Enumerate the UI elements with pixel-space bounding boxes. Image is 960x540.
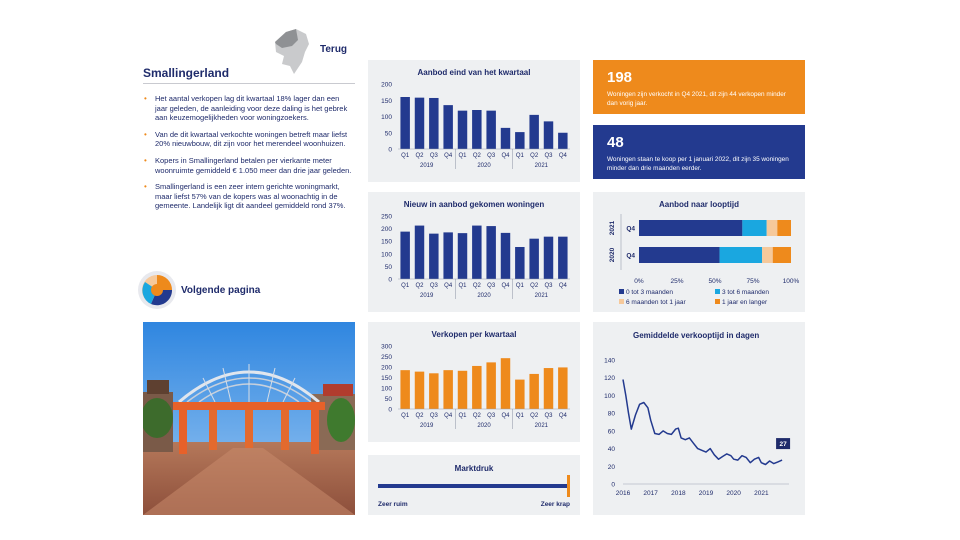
- y-tick-label: 0: [388, 276, 392, 284]
- x-tick-label: Q1: [401, 283, 410, 289]
- bar: [472, 110, 481, 149]
- y-tick-label: 140: [604, 357, 615, 365]
- bar: [429, 373, 438, 409]
- chart-title: Nieuw in aanbod gekomen woningen: [403, 200, 545, 209]
- bar: [501, 128, 510, 149]
- x-tick-label: Q4: [501, 153, 510, 159]
- bar: [472, 226, 481, 279]
- bullet-list: [143, 94, 353, 218]
- bar: [558, 133, 567, 149]
- x-tick-label: Q3: [487, 283, 496, 289]
- x-tick-label: Q2: [530, 153, 539, 159]
- map-logo-icon: [272, 28, 318, 76]
- chart-panel-aanbod: [368, 60, 580, 182]
- x-tick-label: Q3: [544, 153, 553, 159]
- y-tick-label: 50: [384, 396, 392, 403]
- stat-value: 48: [607, 134, 624, 151]
- x-tick-label: Q4: [501, 413, 510, 419]
- y-tick-label: 80: [607, 410, 615, 418]
- stacked-segment: [742, 220, 766, 236]
- x-tick-label: Q2: [415, 283, 424, 289]
- bullet-item: • Van de dit kwartaal verkochte woningen betreft maar liefst 20% nieuwbouw, dit zijn voor het merendeel woonhuizen.: [143, 130, 353, 149]
- x-tick-label: Q3: [544, 413, 553, 419]
- last-value-label: 27: [779, 441, 787, 449]
- y-tick-label: 0: [388, 146, 392, 154]
- x-tick-label: Q4: [558, 413, 567, 419]
- bar: [458, 371, 467, 409]
- x-tick-label: Q3: [487, 153, 496, 159]
- x-tick-label: Q1: [458, 153, 467, 159]
- title-underline: [143, 83, 355, 84]
- year-label: 2021: [534, 293, 549, 299]
- marktdruk-marker: [567, 475, 570, 497]
- bar: [529, 115, 538, 149]
- x-tick-label: Q2: [415, 413, 424, 419]
- x-tick-label: Q4: [444, 413, 453, 419]
- y-tick-label: 40: [607, 446, 615, 454]
- x-tick-label: 2021: [754, 490, 769, 497]
- bar: [443, 105, 452, 149]
- year-label: 2020: [477, 293, 491, 299]
- year-label: 2019: [419, 163, 434, 169]
- x-tick-label: Q3: [544, 283, 553, 289]
- chart-title: Aanbod eind van het kwartaal: [417, 68, 531, 77]
- year-label: 2021: [534, 163, 549, 169]
- y-tick-label: 100: [381, 114, 392, 121]
- y-tick-label: 0: [611, 481, 615, 489]
- x-tick-label: 100%: [782, 278, 800, 285]
- bar: [400, 232, 409, 279]
- stacked-bar-chart-looptijd: [593, 192, 805, 312]
- row-year-label: 2020: [609, 247, 616, 263]
- bar: [429, 98, 438, 149]
- bar: [544, 368, 553, 409]
- x-tick-label: Q2: [415, 153, 424, 159]
- x-tick-label: Q1: [401, 153, 410, 159]
- stacked-segment: [777, 220, 791, 236]
- bar: [458, 233, 467, 279]
- bar: [415, 372, 424, 409]
- marktdruk-right-label: Zeer krap: [540, 501, 570, 508]
- stat-box-sold: [593, 60, 805, 114]
- x-tick-label: Q3: [429, 283, 438, 289]
- x-tick-label: Q1: [458, 283, 467, 289]
- stacked-segment: [762, 247, 773, 263]
- back-link[interactable]: Terug: [320, 44, 348, 55]
- y-tick-label: 150: [381, 97, 392, 105]
- stacked-segment: [767, 220, 778, 236]
- y-tick-label: 100: [381, 251, 392, 259]
- x-tick-label: 25%: [670, 278, 684, 285]
- x-tick-label: 2019: [698, 490, 714, 497]
- y-tick-label: 100: [604, 392, 615, 400]
- x-tick-label: 2016: [615, 490, 631, 497]
- bar: [558, 367, 567, 409]
- row-quarter-label: Q4: [626, 225, 635, 233]
- x-tick-label: Q2: [472, 153, 481, 159]
- bar: [415, 98, 424, 149]
- x-tick-label: Q3: [487, 413, 496, 419]
- stat-text: Woningen zijn verkocht in Q4 2021, dit zijn 44 verkopen minder dan vorig jaar.: [607, 91, 786, 107]
- legend-label: 6 maanden tot 1 jaar: [626, 299, 686, 306]
- bullet-item: • Het aantal verkopen lag dit kwartaal 18% lager dan een jaar geleden, de aanleiding voor deze daling is het gebrek aan keuzemogelijkheden voor woningzoekers.: [143, 94, 353, 123]
- x-tick-label: Q2: [472, 413, 481, 419]
- bar: [515, 380, 524, 409]
- line-chart-verkooptijd: [593, 322, 805, 515]
- bar-chart-verkopen: [368, 322, 580, 442]
- marktdruk-panel: [368, 455, 580, 515]
- bar: [400, 97, 409, 149]
- chart-panel-nieuw: [368, 192, 580, 312]
- x-tick-label: Q2: [530, 413, 539, 419]
- bar: [515, 132, 524, 149]
- bar: [400, 370, 409, 409]
- x-tick-label: 2017: [643, 490, 658, 497]
- chart-panel-looptijd: [593, 192, 805, 312]
- year-label: 2020: [477, 163, 491, 169]
- stacked-segment: [720, 247, 763, 263]
- legend-swatch: [715, 299, 720, 304]
- stacked-segment: [639, 220, 742, 236]
- next-page-button[interactable]: [137, 270, 297, 310]
- y-tick-label: 50: [384, 130, 392, 138]
- legend-label: 3 tot 6 maanden: [722, 289, 769, 296]
- chart-title: Gemiddelde verkooptijd in dagen: [633, 331, 760, 340]
- year-label: 2021: [534, 423, 549, 429]
- x-tick-label: Q1: [515, 413, 524, 419]
- x-tick-label: Q1: [515, 153, 524, 159]
- legend-swatch: [715, 289, 720, 294]
- bar: [529, 239, 538, 279]
- row-year-label: 2021: [609, 220, 616, 236]
- y-tick-label: 50: [384, 263, 392, 271]
- x-tick-label: Q1: [515, 283, 524, 289]
- y-tick-label: 300: [381, 343, 392, 351]
- x-tick-label: Q3: [429, 153, 438, 159]
- x-tick-label: 50%: [708, 278, 722, 285]
- x-tick-label: Q2: [472, 283, 481, 289]
- y-tick-label: 250: [381, 354, 392, 361]
- y-tick-label: 0: [388, 406, 392, 414]
- bar-chart-aanbod: [368, 60, 580, 182]
- marktdruk-track: [378, 484, 570, 488]
- legend-swatch: [619, 299, 624, 304]
- x-tick-label: Q4: [444, 283, 453, 289]
- pie-chart-icon: [137, 270, 177, 310]
- stat-text: Woningen staan te koop per 1 januari 2022, dit zijn 35 woningen minder dan drie maanden eerder.: [607, 156, 789, 172]
- legend-swatch: [619, 289, 624, 294]
- chart-title: Aanbod naar looptijd: [659, 200, 739, 209]
- y-tick-label: 200: [381, 364, 392, 372]
- stat-value: 198: [607, 69, 633, 86]
- bar: [544, 121, 553, 149]
- next-page-label: Volgende pagina: [181, 285, 261, 296]
- bar-chart-nieuw: [368, 192, 580, 312]
- y-tick-label: 120: [604, 375, 615, 383]
- bar: [443, 370, 452, 409]
- bar: [529, 374, 538, 409]
- x-tick-label: Q3: [429, 413, 438, 419]
- stacked-segment: [639, 247, 720, 263]
- bar: [458, 111, 467, 149]
- bar: [443, 232, 452, 279]
- bar: [486, 111, 495, 149]
- bullet-item: • Smallingerland is een zeer intern gerichte woningmarkt, maar liefst 57% van de kopers was al woonachtig in de gemeente. Landelijk ligt dit aandeel gemiddeld rond 37%.: [143, 182, 353, 211]
- stacked-segment: [773, 247, 791, 263]
- bar: [429, 234, 438, 279]
- x-tick-label: Q4: [558, 283, 567, 289]
- y-tick-label: 60: [607, 428, 615, 436]
- page-title: Smallingerland: [143, 66, 230, 80]
- bar: [544, 237, 553, 279]
- town-photo: [143, 322, 355, 515]
- bar: [515, 247, 524, 279]
- bar: [486, 226, 495, 279]
- bar: [501, 233, 510, 279]
- marktdruk-title: Marktdruk: [454, 464, 494, 473]
- x-tick-label: 75%: [746, 278, 760, 285]
- bar: [558, 237, 567, 279]
- x-tick-label: Q1: [458, 413, 467, 419]
- y-tick-label: 250: [381, 213, 392, 221]
- year-label: 2019: [419, 293, 434, 299]
- legend-label: 1 jaar en langer: [722, 299, 768, 306]
- bar: [501, 358, 510, 409]
- x-tick-label: 2018: [671, 490, 686, 497]
- x-tick-label: Q4: [558, 153, 567, 159]
- year-label: 2020: [477, 423, 491, 429]
- marktdruk-left-label: Zeer ruim: [378, 501, 408, 508]
- year-label: 2019: [419, 423, 434, 429]
- y-tick-label: 200: [381, 81, 392, 89]
- row-quarter-label: Q4: [626, 252, 635, 260]
- chart-panel-verkopen: [368, 322, 580, 442]
- bar: [472, 366, 481, 409]
- chart-title: Verkopen per kwartaal: [431, 330, 517, 339]
- bar: [415, 226, 424, 279]
- stat-box-for-sale: [593, 125, 805, 179]
- y-tick-label: 20: [607, 463, 615, 471]
- y-tick-label: 100: [381, 385, 392, 393]
- legend-label: 0 tot 3 maanden: [626, 289, 673, 296]
- x-tick-label: 2020: [726, 490, 741, 497]
- y-tick-label: 150: [381, 375, 392, 382]
- y-tick-label: 200: [381, 226, 392, 234]
- chart-panel-verkooptijd: [593, 322, 805, 515]
- x-tick-label: Q4: [501, 283, 510, 289]
- series-line: [623, 380, 782, 465]
- bullet-item: • Kopers in Smallingerland betalen per vierkante meter woonruimte gemiddeld € 1.050 meer dan drie jaar geleden.: [143, 156, 353, 175]
- x-tick-label: Q2: [530, 283, 539, 289]
- x-tick-label: 0%: [634, 278, 644, 285]
- x-tick-label: Q1: [401, 413, 410, 419]
- bar: [486, 362, 495, 409]
- x-tick-label: Q4: [444, 153, 453, 159]
- y-tick-label: 150: [381, 238, 392, 246]
